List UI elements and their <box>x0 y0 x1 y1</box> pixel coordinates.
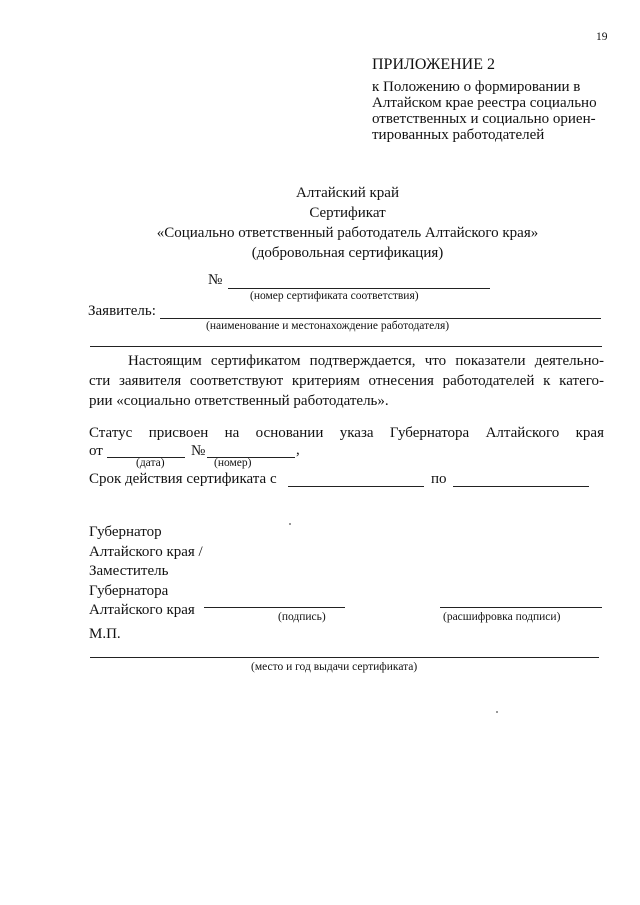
appendix-line: тированных работодателей <box>372 127 545 143</box>
seal-label: М.П. <box>89 626 121 642</box>
status-text: Статус присвоен на основании указа Губернатора Алтайского края <box>89 425 604 441</box>
signatory-line: Губернатора <box>89 582 169 599</box>
validity-to-line <box>453 486 589 487</box>
issue-line <box>90 657 599 658</box>
signatory-line: Губернатор <box>89 524 162 540</box>
signatory-line: Алтайского края <box>89 602 195 618</box>
scan-mark <box>496 711 498 713</box>
body-text-line: рии «социально ответственный работодатель». <box>89 393 389 409</box>
applicant-line <box>160 318 601 319</box>
heading-note: (добровольная сертификация) <box>251 245 444 261</box>
status-number-label: № <box>191 443 206 459</box>
signatory-line: Заместитель <box>89 563 169 579</box>
status-number-caption: (номер) <box>214 457 252 469</box>
certificate-number-line <box>228 288 490 289</box>
appendix-title: ПРИЛОЖЕНИЕ 2 <box>372 56 496 73</box>
status-date-caption: (дата) <box>136 457 165 469</box>
status-from-label: от <box>89 443 103 459</box>
signature-line <box>204 607 345 608</box>
applicant-label: Заявитель: <box>88 303 156 319</box>
applicant-caption: (наименование и местонахождение работодателя) <box>206 320 450 332</box>
number-label: № <box>208 272 223 288</box>
validity-from-line <box>288 486 424 487</box>
appendix-description <box>372 79 597 143</box>
signatory-line: Алтайского края / <box>89 543 203 560</box>
body-text-line: сти заявителя соответствуют критериям отнесения работодателей к катего- <box>89 373 604 389</box>
status-comma: , <box>296 442 300 458</box>
heading-certificate-name: «Социально ответственный работодатель Алтайского края» <box>156 225 539 241</box>
validity-to-label: по <box>431 471 447 487</box>
issue-caption: (место и год выдачи сертификата) <box>251 661 418 673</box>
signature-decode-line <box>440 607 602 608</box>
applicant-line-2 <box>90 346 602 347</box>
appendix-line: Алтайском крае реестра социально <box>372 95 597 111</box>
scan-mark <box>289 523 291 525</box>
appendix-line: ответственных и социально ориен- <box>372 111 596 127</box>
certificate-number-caption: (номер сертификата соответствия) <box>250 290 419 302</box>
heading-region: Алтайский край <box>296 185 399 201</box>
signature-decode-caption: (расшифровка подписи) <box>443 611 561 623</box>
heading-doc-type: Сертификат <box>309 205 386 221</box>
page-number: 19 <box>596 31 608 43</box>
signature-caption: (подпись) <box>278 611 326 623</box>
body-text-line: Настоящим сертификатом подтверждается, что показатели деятельно- <box>128 353 604 369</box>
signatory-title <box>89 523 203 621</box>
validity-label: Срок действия сертификата с <box>89 471 277 487</box>
appendix-line: к Положению о формировании в <box>372 79 581 95</box>
